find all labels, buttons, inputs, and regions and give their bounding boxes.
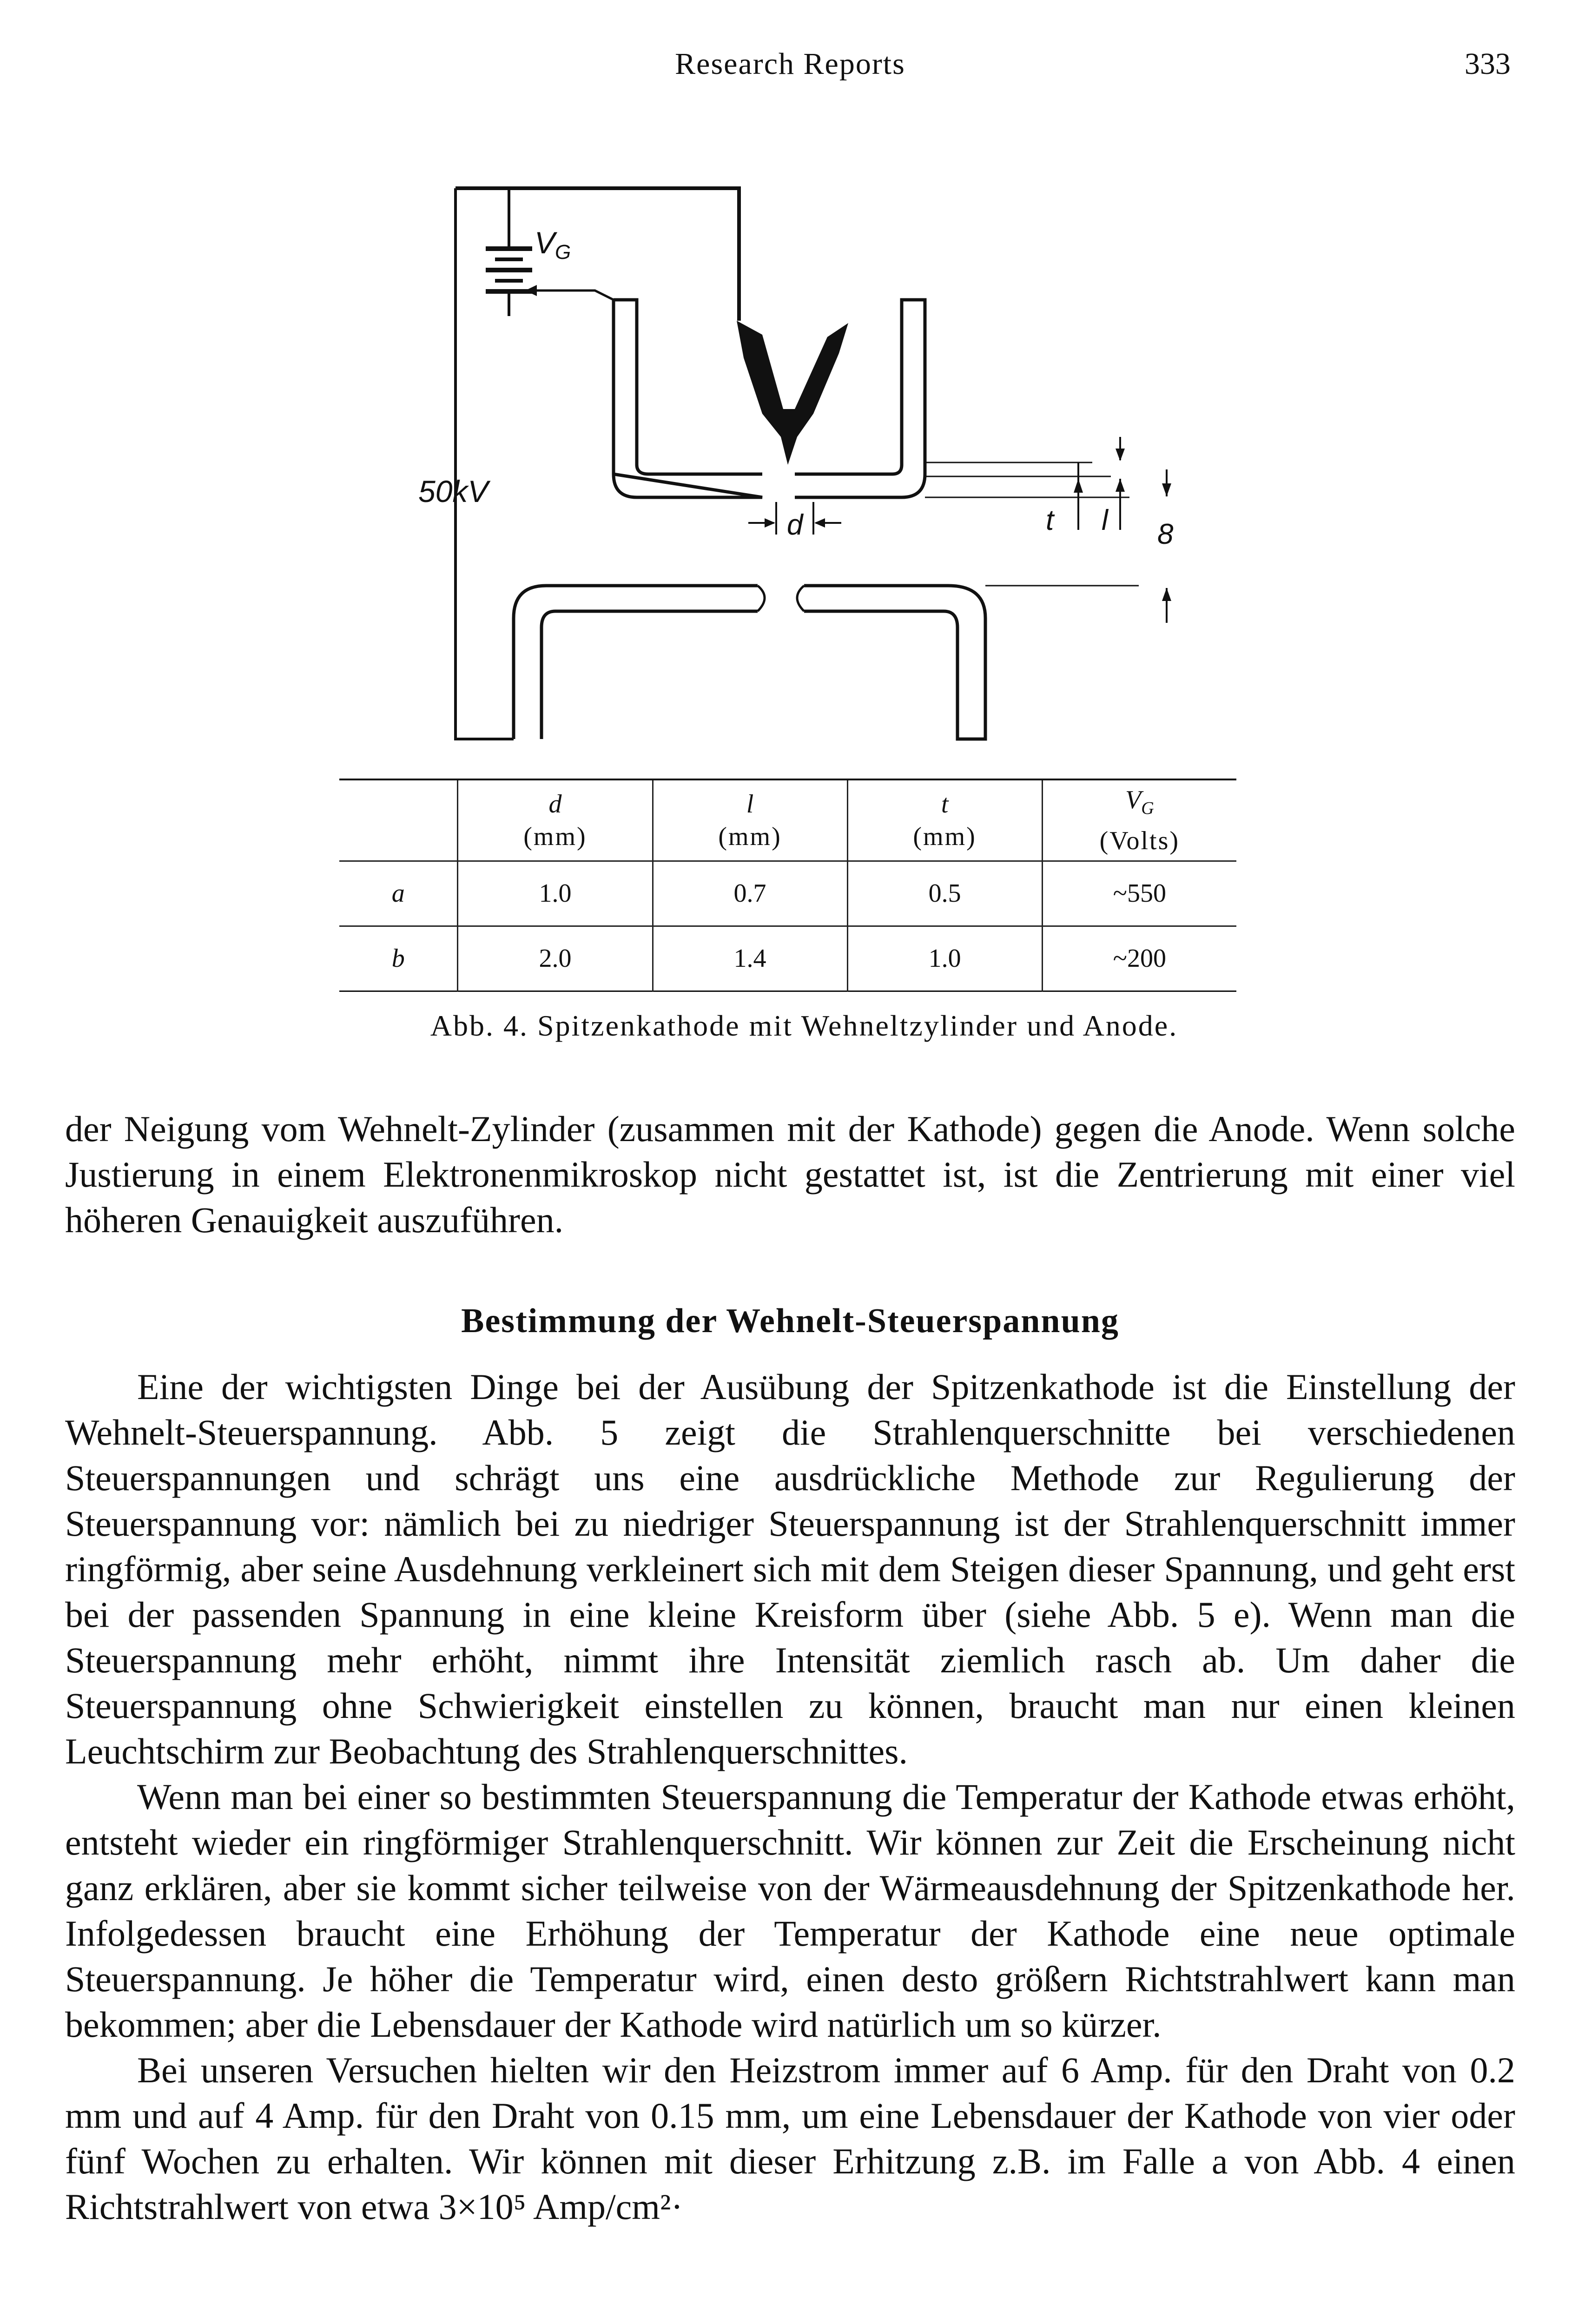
table-corner-cell [339,779,458,861]
intro-paragraph [65,1106,1515,1243]
table-row [339,926,1236,991]
table-cell: 2.0 [458,926,653,991]
circuit-wire [456,188,739,321]
t-label: t [1046,504,1054,536]
dimension-table [339,779,1236,992]
table-cell: 1.0 [458,861,653,926]
table-header-cell: $V_G$ (Volts) [1042,779,1236,861]
paragraph: Eine der wichtigsten Dinge bei der Ausübung der Spitzenkathode ist die Einstellung der Wehnelt-Steuerspannung. Abb. 5 zeigt die Strahlenquerschnitte bei verschiedenen Steuerspannungen und schrägt uns eine ausdrückliche Methode zur Regulierung der Steuerspannung vor: nämlich bei zu niedriger Steuerspannung ist der Strahlenquerschnitt immer ringförmig, aber seine Ausdehnung verkleinert sich mit dem Steigen dieser Spannung, und geht erst bei der passenden Spannung in eine kleine Kreisform über (siehe Abb. 5 e). Wenn man die Steuerspannung mehr erhöht, nimmt ihre Intensität ziemlich rasch ab. Um daher die Steuerspannung ohne Schwierigkeit einstellen zu können, braucht man nur einen kleinen Leuchtschirm zur Beobachtung des Strahlenquerschnittes. [65,1367,1515,1771]
row-label: b [391,944,405,973]
schematic-svg [395,177,1241,762]
row-label: a [391,879,405,908]
table-header-row [339,779,1236,861]
table-cell: 0.5 [847,861,1042,926]
table-cell: 1.4 [653,926,847,991]
table-cell: 1.0 [847,926,1042,991]
table-cell: 0.7 [653,861,847,926]
paragraph: der Neigung vom Wehnelt-Zylinder (zusammen mit der Kathode) gegen die Anode. Wenn solche Justierung in einem Elektronenmikroskop nicht gestattet ist, ist die Zentrierung mit einer viel höheren Genauigkeit auszuführen. [65,1109,1515,1240]
table-header-cell: d (mm) [458,779,653,861]
table-header-cell: l (mm) [653,779,847,861]
page-header [0,46,1591,93]
vg-label: VG [535,225,571,264]
eight-label: 8 [1157,518,1174,550]
paragraph: Wenn man bei einer so bestimmten Steuerspannung die Temperatur der Kathode etwas erhöht, entsteht wieder ein ringförmiger Strahlenquerschnitt. Wir können zur Zeit die Erscheinung nicht ganz erklären, aber sie kommt sicher teilweise von der Wärmeausdehnung der Spitzenkathode her. Infolgedessen braucht eine Erhöhung der Temperatur der Kathode eine neue optimale Steuerspannung. Je höher die Temperatur wird, einen desto größern Richtstrahlwert kann man bekommen; aber die Lebensdauer der Kathode wird natürlich um so kürzer. [65,1776,1515,2045]
page-number: 333 [1465,47,1511,81]
table-cell: ~550 [1042,861,1236,926]
cathode-tip [737,321,848,465]
table-row [339,861,1236,926]
figure-caption: Abb. 4. Spitzenkathode mit Wehneltzylinder und Anode. [430,1009,1178,1042]
body-text [65,1364,1515,2230]
l-label: l [1102,504,1108,536]
section-heading: Bestimmung der Wehnelt-Steuerspannung [461,1302,1119,1340]
paragraph: Bei unseren Versuchen hielten wir den Heizstrom immer auf 6 Amp. für den Draht von 0.2 mm und auf 4 Amp. für den Draht von 0.15 mm, um eine Lebensdauer der Kathode von vier oder fünf Wochen zu erhalten. Wir können mit dieser Erhitzung z.B. im Falle a von Abb. 4 einen Richtstrahlwert von etwa 3×10⁵ Amp/cm²· [65,2050,1515,2227]
table-cell: ~200 [1042,926,1236,991]
voltage-label: 50kV [418,474,489,508]
table-header-cell: t (mm) [847,779,1042,861]
anode [514,586,985,739]
d-label: d [787,509,803,541]
running-title: Research Reports [675,47,905,81]
figure-schematic [395,177,1241,762]
